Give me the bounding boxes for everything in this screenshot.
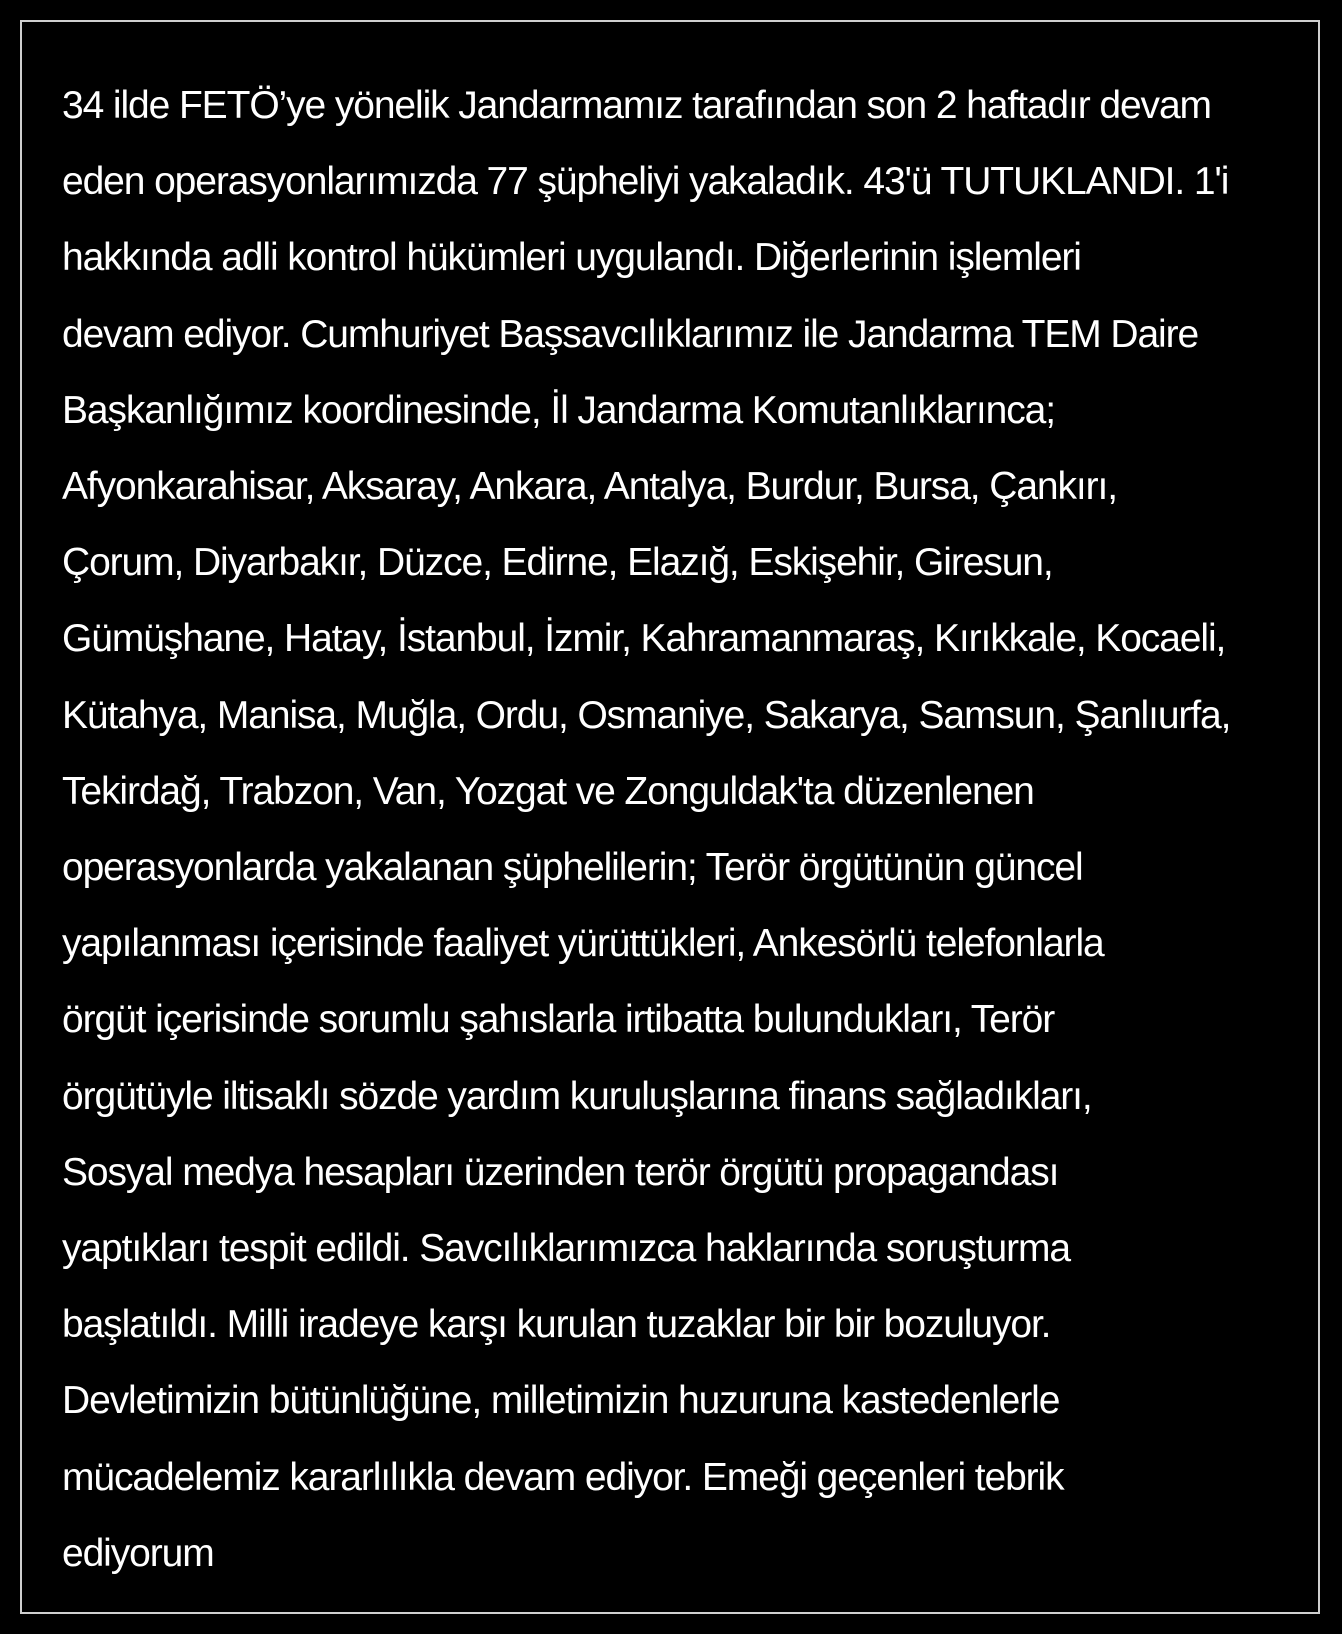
text-line: Gümüşhane, Hatay, İstanbul, İzmir, Kahramanmaraş, Kırıkkale, Kocaeli, [62, 617, 1226, 661]
text-line: örgüt içerisinde sorumlu şahıslarla irtibatta bulundukları, Terör [62, 998, 1055, 1042]
text-line: ediyorum [62, 1531, 214, 1575]
text-line: yaptıkları tespit edildi. Savcılıklarımızca haklarında soruşturma [62, 1227, 1070, 1271]
text-line: operasyonlarda yakalanan şüphelilerin; Terör örgütünün güncel [62, 846, 1083, 890]
text-line: Kütahya, Manisa, Muğla, Ordu, Osmaniye, Sakarya, Samsun, Şanlıurfa, [62, 693, 1231, 737]
text-line: Sosyal medya hesapları üzerinden terör örgütü propagandası [62, 1150, 1059, 1194]
text-line: başlatıldı. Milli iradeye karşı kurulan tuzaklar bir bir bozuluyor. [62, 1303, 1051, 1347]
text-line: devam ediyor. Cumhuriyet Başsavcılıklarımız ile Jandarma TEM Daire [62, 312, 1199, 356]
text-line: Tekirdağ, Trabzon, Van, Yozgat ve Zonguldak'ta düzenlenen [62, 769, 1034, 813]
post-text [62, 68, 1302, 1592]
text-line: Afyonkarahisar, Aksaray, Ankara, Antalya, Burdur, Bursa, Çankırı, [62, 465, 1118, 509]
text-line: mücadelemiz kararlılıkla devam ediyor. Emeği geçenleri tebrik [62, 1455, 1064, 1499]
text-line: Çorum, Diyarbakır, Düzce, Edirne, Elazığ, Eskişehir, Giresun, [62, 541, 1053, 585]
post-frame [20, 20, 1320, 1614]
text-line: 34 ilde FETÖ’ye yönelik Jandarmamız tarafından son 2 haftadır devam [62, 84, 1211, 127]
text-line: Başkanlığımız koordinesinde, İl Jandarma Komutanlıklarınca; [62, 388, 1055, 432]
text-line: hakkında adli kontrol hükümleri uygulandı. Diğerlerinin işlemleri [62, 236, 1081, 280]
text-line: yapılanması içerisinde faaliyet yürüttükleri, Ankesörlü telefonlarla [62, 922, 1104, 966]
text-line: örgütüyle iltisaklı sözde yardım kuruluşlarına finans sağladıkları, [62, 1074, 1092, 1118]
text-line: eden operasyonlarımızda 77 şüpheliyi yakaladık. 43'ü TUTUKLANDI. 1'i [62, 160, 1229, 204]
text-line: Devletimizin bütünlüğüne, milletimizin huzuruna kastedenlerle [62, 1379, 1060, 1423]
